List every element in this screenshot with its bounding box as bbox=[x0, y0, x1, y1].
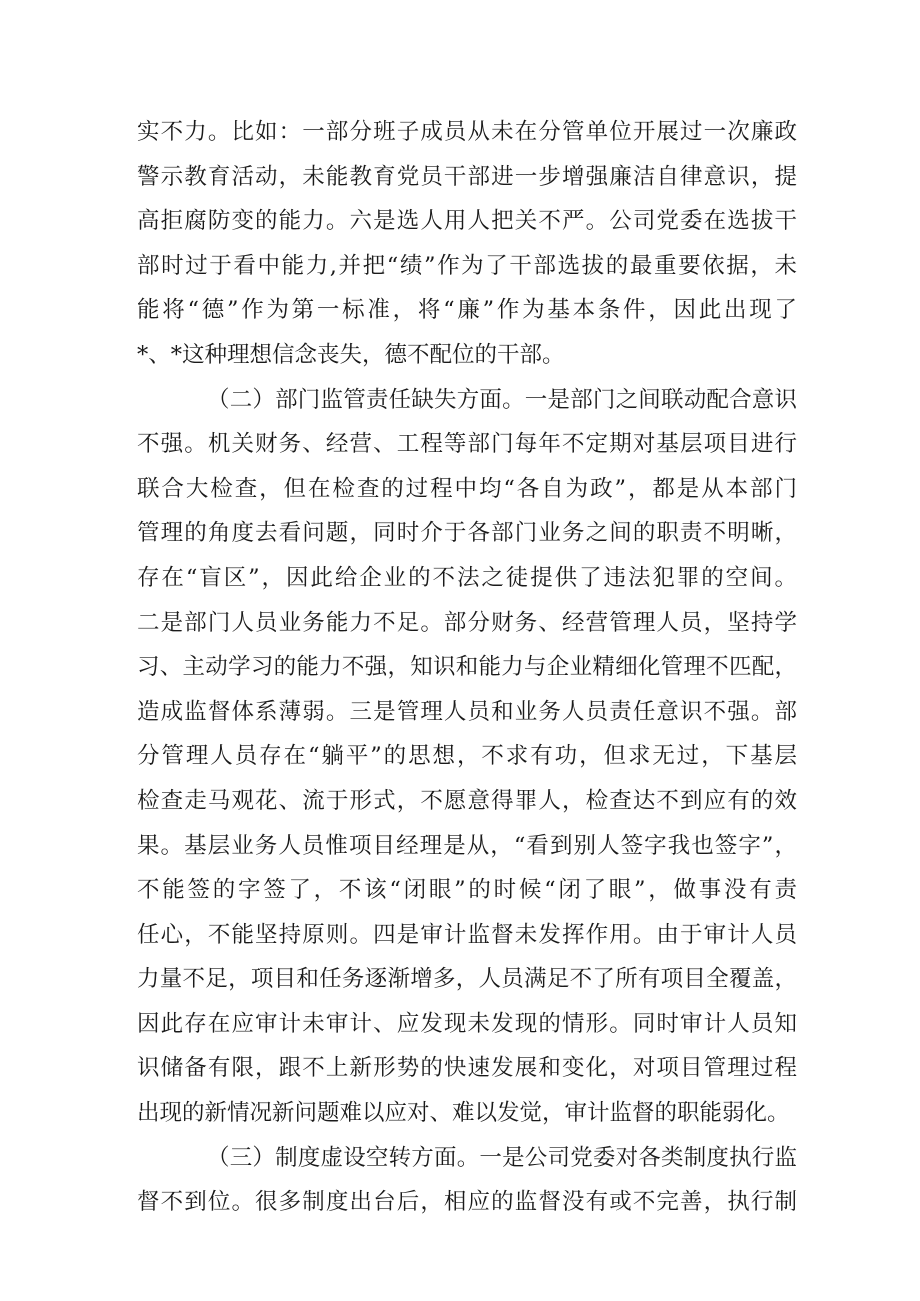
text-line: 力量不足，项目和任务逐渐增多，人员满足不了所有项目全覆盖， bbox=[137, 966, 797, 993]
text-line: （二）部门监管责任缺失方面。一是部门之间联动配合意识 bbox=[207, 386, 797, 413]
body-text bbox=[137, 110, 797, 1225]
text-line: 管理的角度去看问题，同时介于各部门业务之间的职责不明晰， bbox=[137, 520, 797, 547]
text-line: 出现的新情况新问题难以应对、难以发觉，审计监督的职能弱化。 bbox=[137, 1100, 790, 1127]
text-line: 督不到位。很多制度出台后，相应的监督没有或不完善，执行制 bbox=[137, 1189, 797, 1216]
text-line: 识储备有限，跟不上新形势的快速发展和变化，对项目管理过程 bbox=[137, 1055, 797, 1082]
text-line: 高拒腐防变的能力。六是选人用人把关不严。公司党委在选拔干 bbox=[137, 208, 797, 235]
text-line: 造成监督体系薄弱。三是管理人员和业务人员责任意识不强。部 bbox=[137, 698, 797, 725]
text-line: 警示教育活动，未能教育党员干部进一步增强廉洁自律意识，提 bbox=[137, 163, 797, 190]
text-line: 实不力。比如：一部分班子成员从未在分管单位开展过一次廉政 bbox=[137, 119, 797, 145]
text-line: *、*这种理想信念丧失，德不配位的干部。 bbox=[137, 341, 565, 368]
text-line: （三）制度虚设空转方面。一是公司党委对各类制度执行监 bbox=[207, 1144, 797, 1171]
text-line: 存在“盲区”，因此给企业的不法之徒提供了违法犯罪的空间。 bbox=[137, 564, 797, 591]
text-line: 不能签的字签了，不该“闭眼”的时候“闭了眼”，做事没有责 bbox=[137, 877, 797, 904]
text-line: 分管理人员存在“躺平”的思想，不求有功，但求无过，下基层 bbox=[137, 743, 797, 770]
text-line: 习、主动学习的能力不强，知识和能力与企业精细化管理不匹配， bbox=[137, 654, 797, 681]
text-line: 检查走马观花、流于形式，不愿意得罪人，检查达不到应有的效 bbox=[137, 787, 797, 814]
text-line: 果。基层业务人员惟项目经理是从，“看到别人签字我也签字”， bbox=[137, 832, 797, 859]
text-line: 不强。机关财务、经营、工程等部门每年不定期对基层项目进行 bbox=[137, 431, 797, 458]
text-line: 任心，不能坚持原则。四是审计监督未发挥作用。由于审计人员 bbox=[137, 921, 797, 948]
text-line: 因此存在应审计未审计、应发现未发现的情形。同时审计人员知 bbox=[137, 1010, 797, 1037]
text-line: 部时过于看中能力,并把“绩”作为了干部选拔的最重要依据，未 bbox=[137, 252, 797, 279]
text-line: 二是部门人员业务能力不足。部分财务、经营管理人员，坚持学 bbox=[137, 609, 797, 636]
text-line: 联合大检查，但在检查的过程中均“各自为政”，都是从本部门 bbox=[137, 475, 797, 502]
text-line: 能将“德”作为第一标准，将“廉”作为基本条件，因此出现了 bbox=[137, 297, 797, 324]
